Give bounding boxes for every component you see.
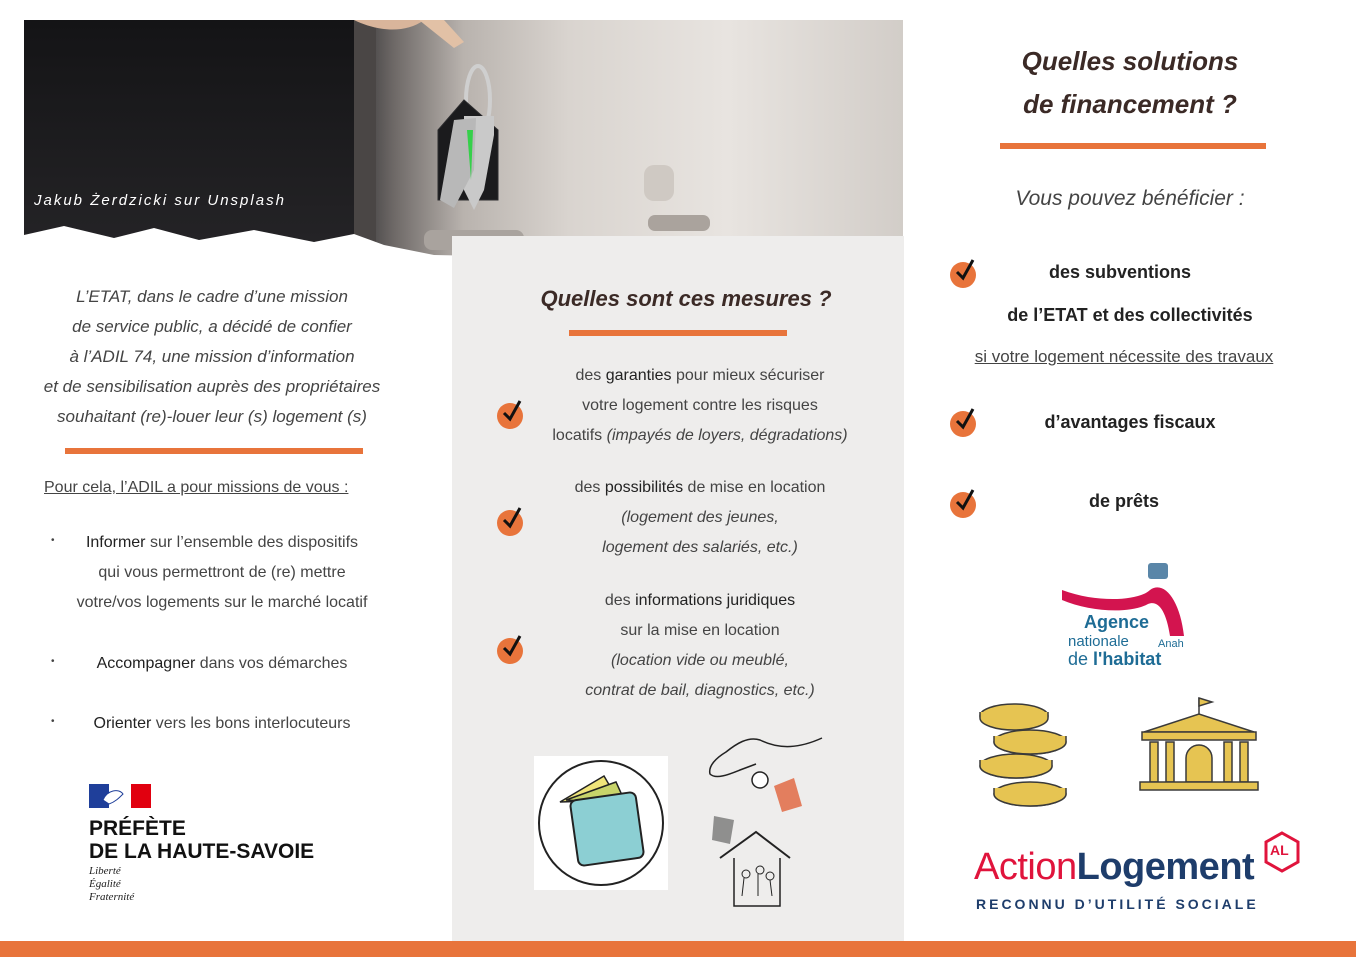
check-icon — [497, 510, 523, 536]
hand-house-illustration — [700, 736, 824, 912]
measure-note: contrat de bail, diagnostics, etc.) — [585, 682, 815, 699]
intro-line: L’ETAT, dans le cadre d’une mission — [76, 287, 348, 306]
check-icon — [950, 411, 976, 437]
marianne-flag-icon — [89, 784, 151, 808]
prefecture-motto — [89, 865, 314, 904]
wallet-illustration — [534, 756, 668, 890]
mission-text: votre/vos logements sur le marché locatif — [76, 594, 368, 611]
divider — [1000, 143, 1266, 149]
measure-note: (impayés de loyers, dégradations) — [606, 427, 848, 444]
missions-title: Pour cela, l’ADIL a pour missions de vous : — [44, 479, 349, 496]
measure-keyword: garanties — [605, 367, 672, 384]
al-tagline: RECONNU D’UTILITÉ SOCIALE — [976, 896, 1259, 912]
bottom-accent-bar — [0, 941, 1356, 957]
anah-text: Agence — [1084, 612, 1150, 632]
measure-informations — [530, 586, 870, 706]
action-logement-logo — [974, 830, 1314, 920]
mission-item-orienter — [52, 709, 392, 739]
check-icon — [497, 638, 523, 664]
middle-title: Quelles sont ces mesures ? — [540, 286, 832, 311]
check-icon — [497, 403, 523, 429]
mission-text: vers les bons interlocuteurs — [151, 715, 351, 732]
prefecture-logo — [89, 784, 314, 904]
right-title-line: Quelles solutions — [1021, 46, 1239, 76]
mission-text: qui vous permettront de (re) mettre — [98, 564, 346, 581]
mission-keyword: Orienter — [93, 715, 152, 732]
benefit-subventions-line2: de l’ETAT et des collectivités — [1007, 305, 1253, 325]
intro-line: et de sensibilisation auprès des propriétaires — [43, 377, 381, 396]
divider — [569, 330, 787, 336]
mission-keyword: Accompagner — [96, 655, 196, 672]
motto-line: Égalité — [89, 878, 121, 890]
measure-keyword: possibilités — [604, 479, 684, 496]
intro-line: à l’ADIL 74, une mission d’information — [69, 347, 355, 366]
benefit-fiscal: d’avantages fiscaux — [1044, 412, 1216, 432]
measure-text: votre logement contre les risques — [582, 397, 818, 414]
prefecture-line: DE LA HAUTE-SAVOIE — [89, 840, 315, 863]
measure-text: pour mieux sécuriser — [671, 367, 825, 384]
mission-keyword: Informer — [85, 534, 146, 551]
measure-keyword: informations juridiques — [635, 592, 796, 609]
mission-text: dans vos démarches — [195, 655, 348, 672]
measure-text: des — [574, 479, 605, 496]
bullet: • — [51, 656, 55, 667]
benefit-subventions-note: si votre logement nécessite des travaux — [974, 347, 1274, 366]
measure-text: des — [575, 367, 606, 384]
right-subtitle: Vous pouvez bénéficier : — [1015, 187, 1245, 210]
measure-text: des — [604, 592, 636, 609]
bullet: • — [51, 716, 55, 727]
measure-note: logement des salariés, etc.) — [602, 539, 798, 556]
anah-text: l'habitat — [1093, 649, 1162, 669]
right-title-line: de financement ? — [1023, 89, 1237, 119]
measure-note: (logement des jeunes, — [621, 509, 779, 526]
al-logement: Logement — [1076, 846, 1255, 888]
measure-possibilites — [530, 473, 870, 563]
header-photo — [24, 20, 903, 270]
photo-credit: Jakub Żerdzicki sur Unsplash — [34, 192, 286, 209]
intro-text — [22, 282, 402, 432]
bank-building-icon — [1136, 696, 1262, 796]
measure-garanties — [530, 361, 870, 451]
motto-line: Fraternité — [89, 891, 135, 903]
keys-illustration — [24, 20, 903, 270]
coins-icon — [978, 698, 1068, 810]
prefecture-name — [89, 817, 314, 863]
anah-logo — [1060, 560, 1200, 670]
check-icon — [950, 492, 976, 518]
al-action: Action — [974, 846, 1077, 888]
measure-note: (location vide ou meublé, — [611, 652, 789, 669]
anah-text: nationale — [1068, 633, 1129, 650]
mission-text: sur l’ensemble des dispositifs — [145, 534, 359, 551]
intro-line: de service public, a décidé de confier — [72, 317, 352, 336]
bullet: • — [51, 535, 55, 546]
benefit-subventions: des subventions — [1048, 262, 1192, 282]
mission-item-accompagner — [52, 649, 392, 679]
anah-abbr: Anah — [1158, 638, 1184, 650]
divider — [65, 448, 363, 454]
anah-text: de — [1068, 649, 1094, 669]
motto-line: Liberté — [89, 865, 121, 877]
measure-text: sur la mise en location — [620, 622, 780, 639]
al-badge-text: AL — [1270, 842, 1289, 858]
prefecture-line: PRÉFÈTE — [89, 817, 186, 840]
measure-text: locatifs — [552, 427, 607, 444]
intro-line: souhaitant (re)-louer leur (s) logement (s) — [57, 407, 367, 426]
measure-text: de mise en location — [683, 479, 826, 496]
right-title — [990, 40, 1270, 126]
benefit-prets: de prêts — [1088, 491, 1160, 511]
action-logement-wordmark — [974, 846, 1254, 889]
mission-item-informer — [52, 528, 392, 618]
